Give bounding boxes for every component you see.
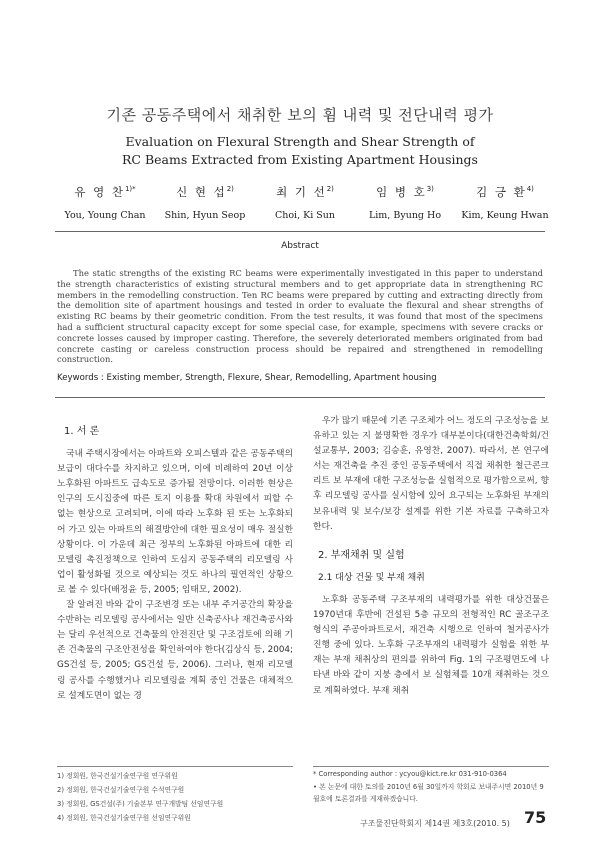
paragraph: 잘 알려진 바와 같이 구조변경 또는 내부 주거공간의 확장을 수반하는 리모델링 공사에서는 일반 신축공사나 재건축공사와는 달리 우선적으로 건축물의 안전진단 및 구조검토에 의해 기존 건축물의 구조안전성을 확인하여야 한다(김상식 등, 2004; GS건설 등, 2005; GS건설 등, 2006). 그러나, 현재 리모델링 공사를 수행했거나 리모델링을 계획 중인 건물은 대체적으로 설계도면이 없는 경 <box>57 600 293 701</box>
paragraph: 노후화 공동주택 구조부재의 내력평가를 위한 대상건물은 1970년대 후반에 건설된 5층 규모의 전형적인 RC 골조구조 형식의 주공아파트로서, 재건축 시행으로 인하여 철거공사가 진행 중에 있다. 노후화 구조부재의 내력평가 실험을 위한 부재는 부재 채취상의 편의를 위하여 Fig. 1의 구조평면도에 나타낸 바와 같이 지붕 층에서 보 실험체를 10개 채취하는 것으로 계획하였다. 부재 채취 <box>313 594 549 696</box>
abstract-bottom-rule <box>55 397 545 398</box>
paper-title-korean: 기존 공동주택에서 채취한 보의 휨 내력 및 전단내력 평가 <box>106 106 494 124</box>
section-2-heading: 2. 부재채취 및 실험 <box>318 549 405 561</box>
author-name-ko: 임 병 호 <box>376 185 427 199</box>
footnote: 2) 정회원, 한국건설기술연구원 수석연구원 <box>57 786 185 794</box>
author-name-ko: 최 기 선 <box>276 185 327 199</box>
journal-footer: 구조물진단학회지 제14권 제3호(2010. 5) <box>360 819 510 828</box>
footnotes <box>57 769 293 825</box>
keywords: Keywords : Existing member, Strength, Flexure, Shear, Remodelling, Apartment housing <box>57 373 437 383</box>
paper-title-english <box>0 133 600 169</box>
discussion-note: • 본 논문에 대한 토의를 2010년 6월 30일까지 학회로 보내주시면 2010년 9월호에 토론결과를 게재하겠습니다. <box>313 783 544 803</box>
author <box>255 184 355 221</box>
author <box>155 184 255 221</box>
author-name-en: Shin, Hyun Seop <box>164 210 246 221</box>
paragraph: 국내 주택시장에서는 아파트와 오피스텔과 같은 공동주택의 보급이 대다수를 차지하고 있으며, 이에 비례하여 20년 이상 노후화된 아파트도 급속도로 증가될 전망이다. 이러한 현상은 인구의 도시집중에 따른 토지 이용률 확대 차원에서 피할 수 없는 현상으로 고려되며, 이에 따라 노후화 된 또는 노후화되어 가고 있는 아파트의 해결방안에 대한 필요성이 매우 절실한 상황이다. 이 가운데 최근 정부의 노후화된 아파트에 대한 리모델링 촉진정책으로 인하여 도심지 공동주택의 리모델링 사업이 활성화될 것으로 예상되는 것도 하나의 필연적인 상황으로 볼 수 있다(배정윤 등, 2005; 임태모, 2002). <box>57 449 293 595</box>
left-column <box>57 424 293 704</box>
page-number: 75 <box>524 808 547 827</box>
abstract-top-rule <box>55 231 545 232</box>
author-name-ko: 신 현 섭 <box>176 185 227 199</box>
title-en-line1: Evaluation on Flexural Strength and Shear Strength of <box>125 134 475 149</box>
right-column <box>313 414 549 699</box>
footnote: 3) 정회원, GS건설(주) 기술본부 연구개발팀 선임연구원 <box>57 800 224 808</box>
author <box>55 184 155 221</box>
author-list <box>55 184 555 221</box>
author-name-ko: 김 긍 환 <box>476 185 527 199</box>
abstract-body: The static strengths of the existing RC beams were experimentally investigated in this paper to understand the strength characteristics of existing structural members and to get appropriate data in strengthening RC members in the remodelling construction. Ten RC beams were prepared by cutting and extracting directly from the demolition site of apartment housings and tested in order to evaluate the flexural and shear strengths of existing RC beams by their geometric condition. From the test results, it was found that most of the specimens had a sufficient structural capacity except for some special case, for example, specimens with severe cracks or concrete losses caused by improper casting. Therefore, the severely deteriorated members originated from bad concrete casting or careless construction process should be repaired and strengthened in remodelling construction. <box>57 268 543 365</box>
section-1-heading: 1. 서 론 <box>64 426 100 437</box>
author-name-ko: 유 영 찬 <box>74 185 125 199</box>
title-en-line2: RC Beams Extracted from Existing Apartment Housings <box>122 152 478 167</box>
author-name-en: Choi, Ki Sun <box>274 210 336 221</box>
author <box>455 184 555 221</box>
author-affiliation-mark: 4) <box>526 185 534 194</box>
author-affiliation-mark: 2) <box>226 185 234 194</box>
author-name-en: Kim, Keung Hwan <box>461 210 549 221</box>
corresponding-author: * Corresponding author : ycyou@kict.re.kr 031-910-0364 <box>313 770 507 778</box>
paragraph: 우가 많기 때문에 기존 구조체가 어느 정도의 구조성능을 보유하고 있는 지 불명확한 경우가 대부분이다(대한건축학회/건설교통부, 2003; 김승훈, 유영찬, 2007). 따라서, 본 연구에서는 재건축을 추진 중인 공동주택에서 직접 채취한 철근콘크리트 보 부재에 대한 구조성능을 실험적으로 평가함으로써, 향후 리모델링 공사를 실시함에 있어 요구되는 노후화된 부재의 보유내력 및 보수/보강 설계를 위한 기본 자료를 구축하고자 한다. <box>313 416 549 532</box>
footnote: 1) 정회원, 한국건설기술연구원 연구위원 <box>57 772 178 780</box>
author-name-en: You, Young Chan <box>64 210 146 221</box>
author <box>355 184 455 221</box>
author-name-en: Lim, Byung Ho <box>368 210 442 221</box>
section-2-1-heading: 2.1 대상 건물 및 부재 채취 <box>318 572 425 583</box>
author-affiliation-mark: 2) <box>326 185 334 194</box>
footnote: 4) 정회원, 한국건설기술연구원 선임연구위원 <box>57 814 191 822</box>
author-affiliation-mark: 3) <box>426 185 434 194</box>
author-affiliation-mark: 1)* <box>124 185 136 194</box>
abstract-heading: Abstract <box>281 241 319 251</box>
footnote-rule <box>57 766 293 767</box>
